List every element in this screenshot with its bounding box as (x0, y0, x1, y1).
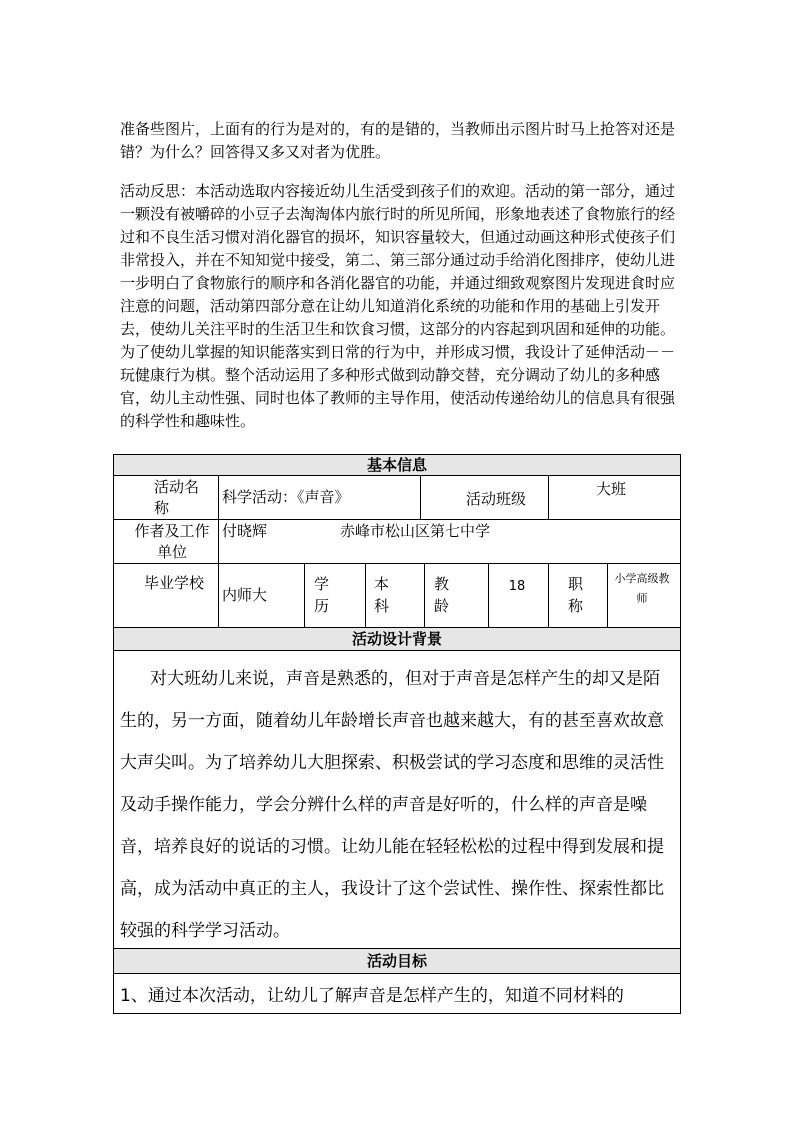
activity-name-value: 科学活动：《声音》 (222, 488, 350, 506)
design-background-header: 活动设计背景 (114, 628, 680, 650)
author-name: 付晓辉 (222, 522, 268, 540)
education-label: 学历 (314, 575, 330, 615)
basic-info-header: 基本信息 (114, 455, 680, 475)
author-label: 作者及工作单位 (134, 522, 210, 561)
school-label: 毕业学校 (144, 574, 205, 592)
job-title-label: 职称 (568, 575, 584, 615)
intro-paragraph: 准备些图片，上面有的行为是对的，有的是错的，当教师出示图片时马上抢答对还是错？为什么？回答得又多又对者为优胜。 (120, 120, 676, 161)
class-label: 活动班级 (466, 490, 527, 508)
teaching-years-label: 教龄 (434, 575, 450, 615)
activity-goals-header: 活动目标 (114, 949, 680, 973)
info-table (113, 454, 681, 1014)
class-value: 大班 (596, 480, 627, 498)
school-value: 内师大 (222, 586, 268, 604)
reflection-paragraph: 活动反思：本活动选取内容接近幼儿生活受到孩子们的欢迎。活动的第一部分，通过一颗没有被嚼碎的小豆子去淘淘体内旅行时的所见所闻，形象地表述了食物旅行的经过和不良生活习惯对消化器官的损坏，知识容量较大，但通过动画这种形式使孩子们非常投入，并在不知知觉中接受，第二、第三部分通过动手给消化图排序，使幼儿进一步明白了食物旅行的顺序和各消化器官的功能，并通过细致观察图片发现进食时应注意的问题，活动第四部分意在让幼儿知道消化系统的功能和作用的基础上引发开去，使幼儿关注平时的生活卫生和饮食习惯，这部分的内容起到巩固和延伸的功能。为了使幼儿掌握的知识能落实到日常的行为中，并形成习惯，我设计了延伸活动－－玩健康行为棋。整个活动运用了多种形式做到动静交替，充分调动了幼儿的多种感官，幼儿主动性强、同时也体了教师的主导作用，使活动传递给幼儿的信息具有很强的科学性和趣味性。 (120, 182, 676, 430)
goal-item-1: 1、通过本次活动，让幼儿了解声音是怎样产生的，知道不同材料的 (120, 986, 624, 1006)
teaching-years-value: 18 (508, 579, 526, 594)
activity-name-label: 活动名称 (154, 478, 200, 517)
design-background-text: 对大班幼儿来说，声音是熟悉的，但对于声音是怎样产生的却又是陌生的，另一方面，随着幼儿年龄增长声音也越来越大，有的甚至喜欢故意大声尖叫。为了培养幼儿大胆探索、积极尝试的学习态度和思维的灵活性及动手操作能力，学会分辨什么样的声音是好听的，什么样的声音是噪音，培养良好的说话的习惯。让幼儿能在轻轻松松的过程中得到发展和提高，成为活动中真正的主人，我设计了这个尝试性、操作性、探索性都比较强的科学学习活动。 (120, 669, 664, 941)
author-unit: 赤峰市松山区第七中学 (340, 522, 491, 540)
job-title-value: 小学高级教师 (614, 572, 670, 605)
education-value: 本科 (374, 575, 390, 615)
